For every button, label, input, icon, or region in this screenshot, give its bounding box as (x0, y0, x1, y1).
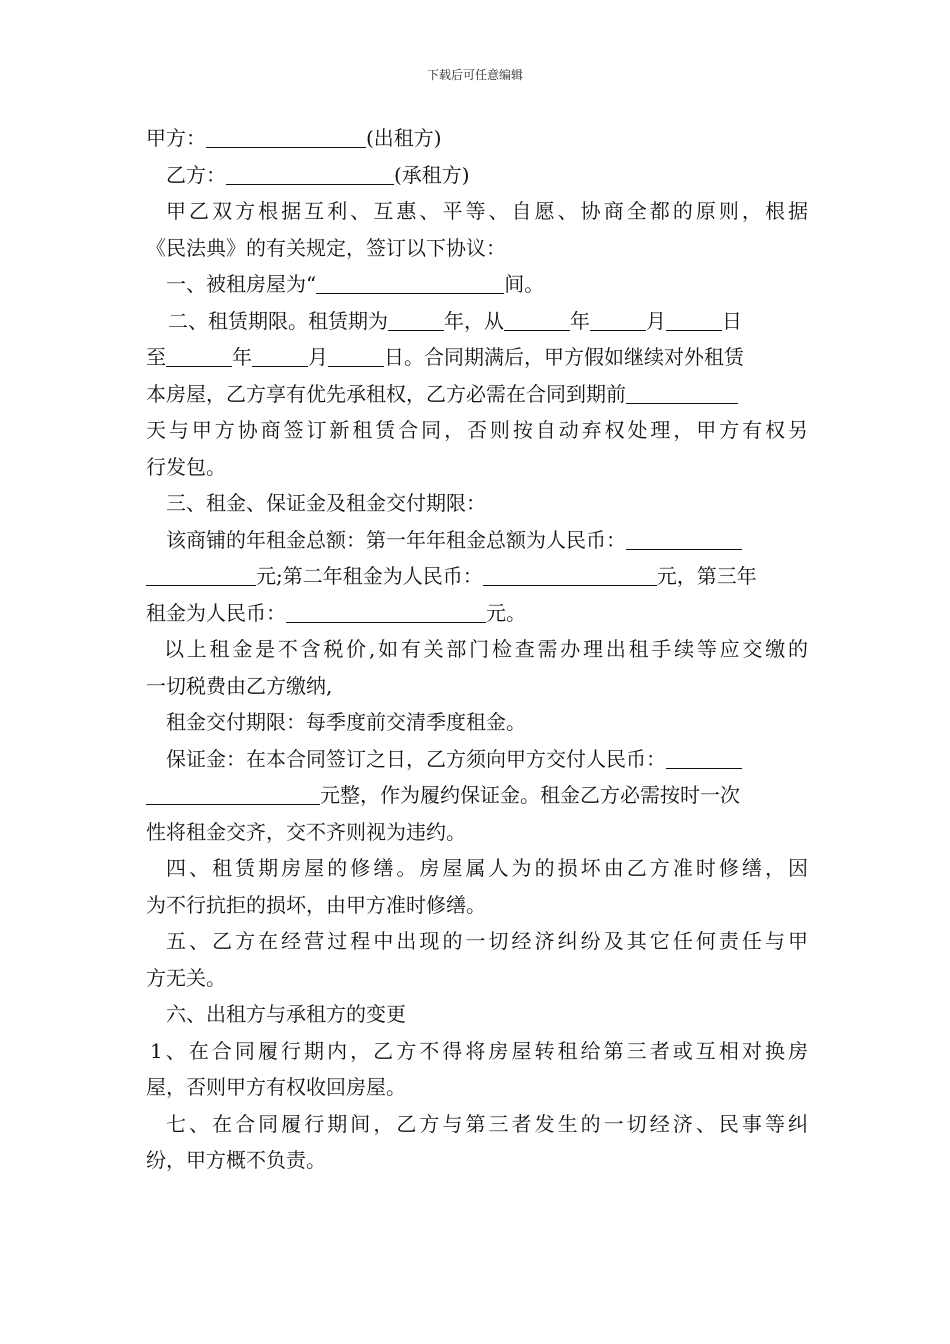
paragraph-line: 方无关。 (146, 965, 226, 990)
deposit-line: 保证金：在本合同签订之日，乙方须向甲方交付人民币： (146, 741, 808, 778)
end-year-blank[interactable] (166, 344, 232, 367)
party-a-line: 甲方： (出租方) (146, 126, 442, 150)
notice-days-blank[interactable] (626, 381, 738, 404)
page-header: 下载后可任意编辑 (426, 68, 523, 82)
deposit-blank-cont[interactable] (146, 782, 320, 805)
rent-line: 该商铺的年租金总额：第一年年租金总额为人民币： (146, 522, 808, 559)
premises-blank[interactable] (316, 271, 504, 294)
paragraph-line: 纷，甲方概不负责。 (146, 1148, 326, 1172)
paragraph-line: 天与甲方协商签订新租赁合同，否则按自动弃权处理，甲方有权另 (146, 418, 808, 442)
party-a-blank[interactable] (206, 125, 366, 148)
clause-3-heading: 三、租金、保证金及租金交付期限： (166, 491, 486, 515)
paragraph-line: 一切税费由乙方缴纳, (146, 673, 333, 698)
paragraph-line: 五、乙方在经营过程中出现的一切经济纠纷及其它任何责任与甲 (166, 929, 808, 953)
start-month-blank[interactable] (590, 308, 646, 331)
term-years-blank[interactable] (388, 308, 444, 331)
paragraph-line: 1、在合同履行期内，乙方不得将房屋转租给第三者或互相对换房 (150, 1038, 808, 1063)
paragraph-line: 租金交付期限：每季度前交清季度租金。 (166, 710, 526, 734)
party-b-blank[interactable] (226, 162, 394, 185)
second-year-rent-blank[interactable] (483, 563, 657, 586)
clause-1-line: 一、被租房屋为“ 间。 (166, 272, 545, 296)
paragraph-line: 以上租金是不含税价,如有关部门检查需办理出租手续等应交缴的 (164, 637, 808, 661)
end-month-blank[interactable] (252, 344, 308, 367)
third-year-rent-blank[interactable] (286, 600, 486, 623)
first-year-rent-blank-cont[interactable] (146, 563, 256, 586)
end-day-blank[interactable] (328, 344, 384, 367)
paragraph-line: 为不行抗拒的损坏，由甲方准时修缮。 (146, 892, 486, 917)
first-year-rent-blank[interactable] (626, 527, 742, 550)
rent-line: 租金为人民币： 元。 (146, 600, 526, 625)
paragraph-line: 七、在合同履行期间，乙方与第三者发生的一切经济、民事等纠 (166, 1111, 808, 1136)
paragraph-line: 屋，否则甲方有权收回房屋。 (146, 1075, 406, 1099)
paragraph-line: 性将租金交齐，交不齐则视为违约。 (146, 819, 466, 844)
paragraph-line: 四、租赁期房屋的修缮。房屋属人为的损坏由乙方准时修缮，因 (166, 856, 808, 880)
deposit-line: 元整，作为履约保证金。租金乙方必需按时一次 (146, 777, 808, 814)
party-b-line: 乙方： (承租方) (166, 162, 470, 187)
clause-2-line: 二、租赁期限。租赁期为 年，从 年 月 日 (168, 308, 742, 333)
paragraph-line: 甲乙双方根据互利、互惠、平等、自愿、协商全都的原则，根据 (166, 199, 808, 223)
clause-6-heading: 六、出租方与承租方的变更 (166, 1002, 406, 1026)
start-year-blank[interactable] (504, 308, 570, 331)
clause-2-line: 至 年 月 日。合同期满后，甲方假如继续对外租赁 (146, 345, 744, 369)
paragraph-line: 行发包。 (146, 454, 226, 479)
deposit-blank[interactable] (666, 746, 742, 769)
start-day-blank[interactable] (666, 308, 722, 331)
contract-body (146, 120, 808, 1179)
rent-line: 元;第二年租金为人民币： 元，第三年 (146, 558, 808, 595)
paragraph-line: 《民法典》的有关规定，签订以下协议： (146, 235, 506, 260)
clause-2-line: 本房屋，乙方享有优先承租权，乙方必需在合同到期前 (146, 376, 808, 413)
